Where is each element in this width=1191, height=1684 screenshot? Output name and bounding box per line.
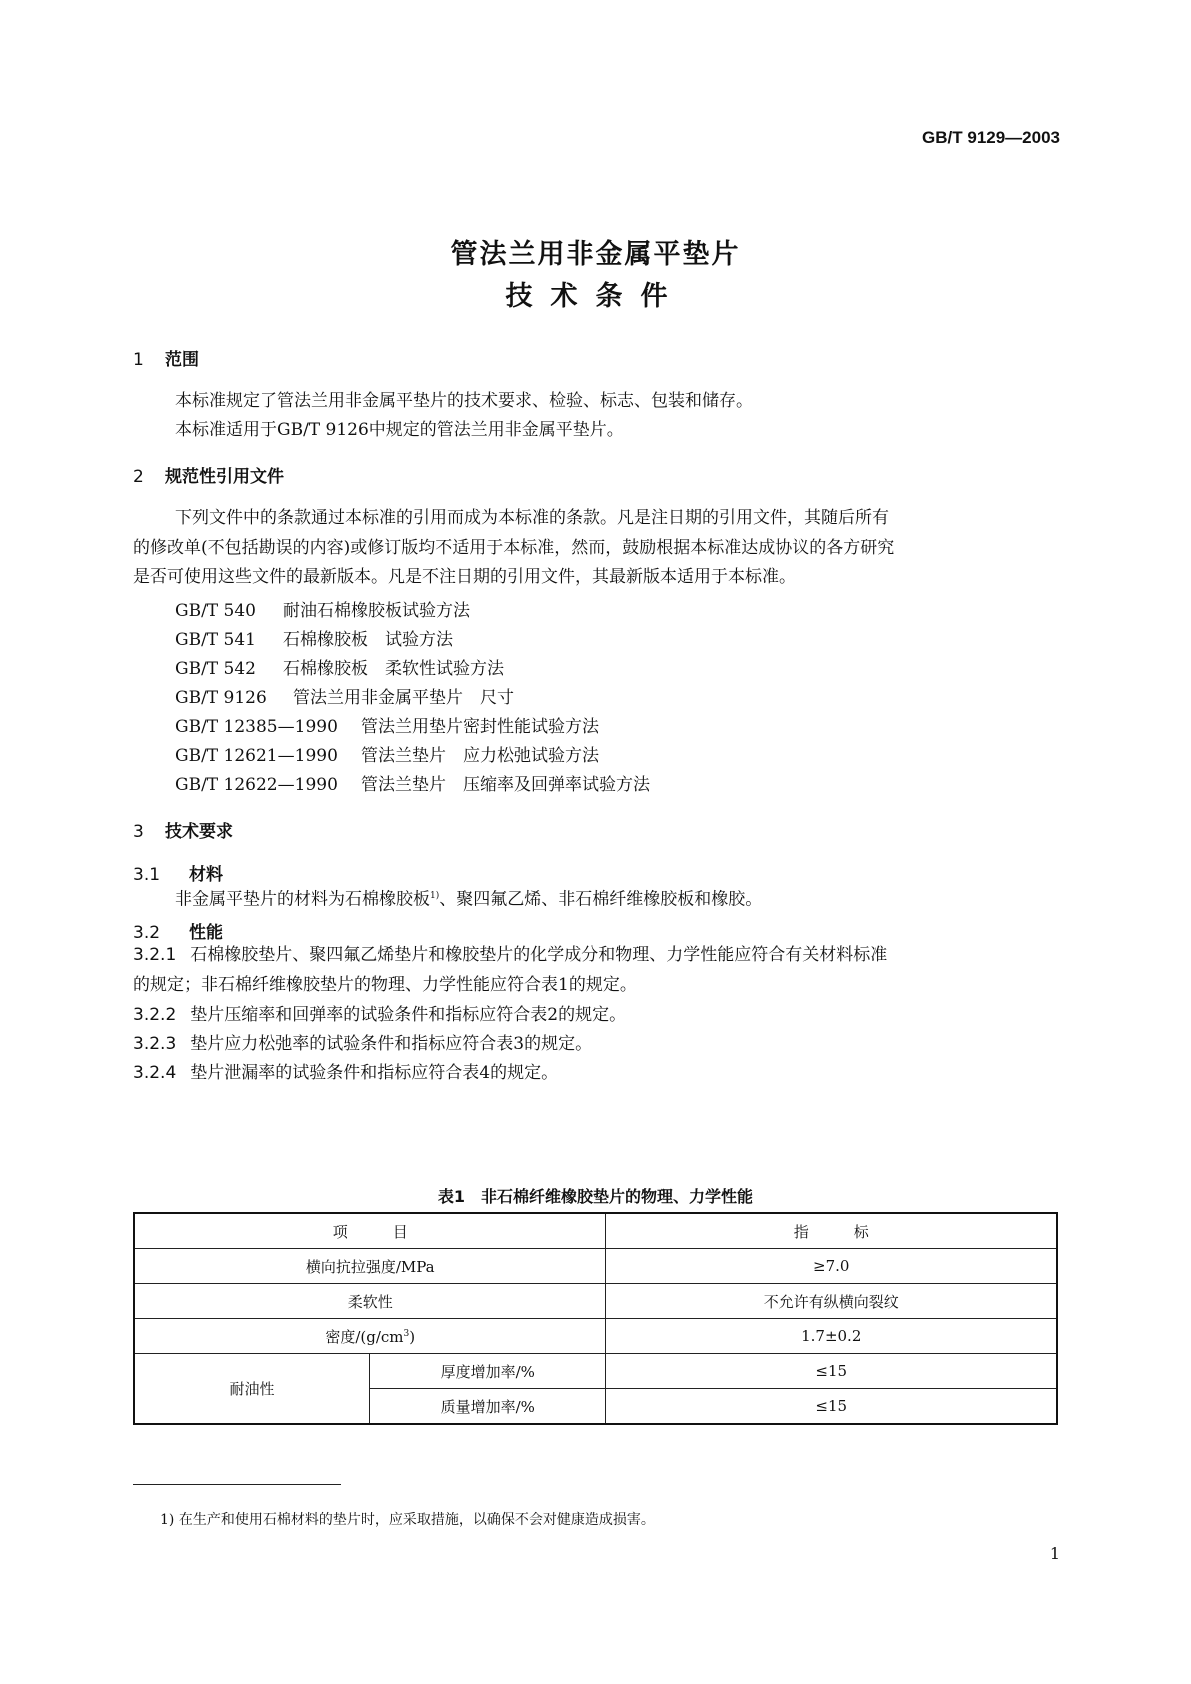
- section-number: 3: [133, 822, 144, 842]
- standard-number: GB/T 9129—2003: [922, 128, 1060, 147]
- table-row: [134, 1284, 1057, 1319]
- clause-3-2-1-cont: 的规定；非石棉纤维橡胶垫片的物理、力学性能应符合表1的规定。: [133, 975, 637, 995]
- section-title: 性能: [189, 923, 223, 943]
- row-label: 厚度增加率/%: [369, 1354, 606, 1389]
- clause-3-2-1: 3.2.1 石棉橡胶垫片、聚四氟乙烯垫片和橡胶垫片的化学成分和物理、力学性能应符合有关材料标准: [133, 945, 888, 965]
- row-group-label: 耐油性: [134, 1354, 369, 1425]
- section-number: 3.1: [133, 865, 161, 885]
- paragraph: 是否可使用这些文件的最新版本。凡是不注日期的引用文件，其最新版本适用于本标准。: [133, 567, 796, 587]
- footnote-divider: [133, 1484, 341, 1485]
- paragraph: 本标准适用于GB/T 9126中规定的管法兰用非金属平垫片。: [175, 420, 624, 440]
- section-title: 规范性引用文件: [165, 467, 284, 487]
- reference-item: [175, 683, 514, 708]
- table-row: [134, 1319, 1057, 1354]
- row-label: 质量增加率/%: [369, 1389, 606, 1425]
- paragraph: 下列文件中的条款通过本标准的引用而成为本标准的条款。凡是注日期的引用文件，其随后所有: [175, 508, 889, 528]
- section-number: 1: [133, 350, 144, 370]
- row-value: 不允许有纵横向裂纹: [606, 1284, 1057, 1319]
- clause-number: 3.2.1: [133, 945, 177, 965]
- section-title: 范围: [165, 350, 199, 370]
- row-label: 密度$/(g/cm^3)$: [134, 1319, 606, 1354]
- section-title: 技术要求: [165, 822, 233, 842]
- properties-table: [133, 1212, 1058, 1425]
- reference-item: [175, 741, 599, 766]
- row-label: 柔软性: [134, 1284, 606, 1319]
- column-header-index: 指 标: [606, 1213, 1057, 1249]
- paragraph: 的修改单(不包括勘误的内容)或修订版均不适用于本标准，然而，鼓励根据本标准达成协议的各方研究: [133, 538, 895, 558]
- reference-title: 石棉橡胶板 试验方法: [283, 630, 453, 650]
- row-label: 横向抗拉强度/MPa: [134, 1249, 606, 1284]
- table-caption: 表1 非石棉纤维橡胶垫片的物理、力学性能: [437, 1187, 754, 1206]
- footnote-ref: 1): [430, 891, 440, 901]
- reference-title: 管法兰用非金属平垫片 尺寸: [293, 688, 514, 708]
- row-value: 1.7±0.2: [606, 1319, 1057, 1354]
- reference-code: GB/T 541: [175, 630, 256, 650]
- section-1-heading: [133, 345, 199, 370]
- section-number: 2: [133, 467, 144, 487]
- reference-title: 耐油石棉橡胶板试验方法: [283, 601, 470, 621]
- clause-number: 3.2.4: [133, 1063, 177, 1083]
- row-value: ≤15: [606, 1354, 1057, 1389]
- section-3-heading: [133, 817, 233, 842]
- reference-code: GB/T 540: [175, 601, 256, 621]
- clause-number: 3.2.3: [133, 1034, 177, 1054]
- footnote: 1) 在生产和使用石棉材料的垫片时，应采取措施，以确保不会对健康造成损害。: [160, 1512, 655, 1528]
- reference-item: [175, 712, 599, 737]
- reference-title: 管法兰垫片 压缩率及回弹率试验方法: [361, 775, 650, 795]
- table-row: [134, 1354, 1057, 1389]
- section-number: 3.2: [133, 923, 161, 943]
- reference-title: 管法兰用垫片密封性能试验方法: [361, 717, 599, 737]
- section-2-heading: [133, 462, 284, 487]
- row-value: ≥7.0: [606, 1249, 1057, 1284]
- table-header-row: [134, 1213, 1057, 1249]
- reference-code: GB/T 12622—1990: [175, 775, 338, 795]
- document-subtitle: 技术条件: [505, 281, 686, 312]
- clause-number: 3.2.2: [133, 1005, 177, 1025]
- reference-code: GB/T 12621—1990: [175, 746, 338, 766]
- document-title: 管法兰用非金属平垫片: [450, 239, 741, 270]
- reference-item: [175, 770, 650, 795]
- reference-code: GB/T 9126: [175, 688, 267, 708]
- reference-title: 石棉橡胶板 柔软性试验方法: [283, 659, 504, 679]
- row-value: ≤15: [606, 1389, 1057, 1425]
- clause-3-2-2: 3.2.2 垫片压缩率和回弹率的试验条件和指标应符合表2的规定。: [133, 1005, 627, 1025]
- paragraph: 本标准规定了管法兰用非金属平垫片的技术要求、检验、标志、包装和储存。: [175, 391, 753, 411]
- table-row: [134, 1249, 1057, 1284]
- clause-3-2-4: 3.2.4 垫片泄漏率的试验条件和指标应符合表4的规定。: [133, 1063, 559, 1083]
- section-title: 材料: [189, 865, 223, 885]
- paragraph: 非金属平垫片的材料为石棉橡胶板$^{1)}$、聚四氟乙烯、非石棉纤维橡胶板和橡胶。: [175, 889, 763, 910]
- reference-code: GB/T 542: [175, 659, 256, 679]
- reference-item: [175, 654, 504, 679]
- reference-item: [175, 625, 453, 650]
- clause-3-2-3: 3.2.3 垫片应力松弛率的试验条件和指标应符合表3的规定。: [133, 1034, 593, 1054]
- column-header-item: 项 目: [134, 1213, 606, 1249]
- reference-title: 管法兰垫片 应力松弛试验方法: [361, 746, 599, 766]
- reference-item: [175, 596, 470, 621]
- reference-code: GB/T 12385—1990: [175, 717, 338, 737]
- page-number: 1: [1049, 1544, 1060, 1563]
